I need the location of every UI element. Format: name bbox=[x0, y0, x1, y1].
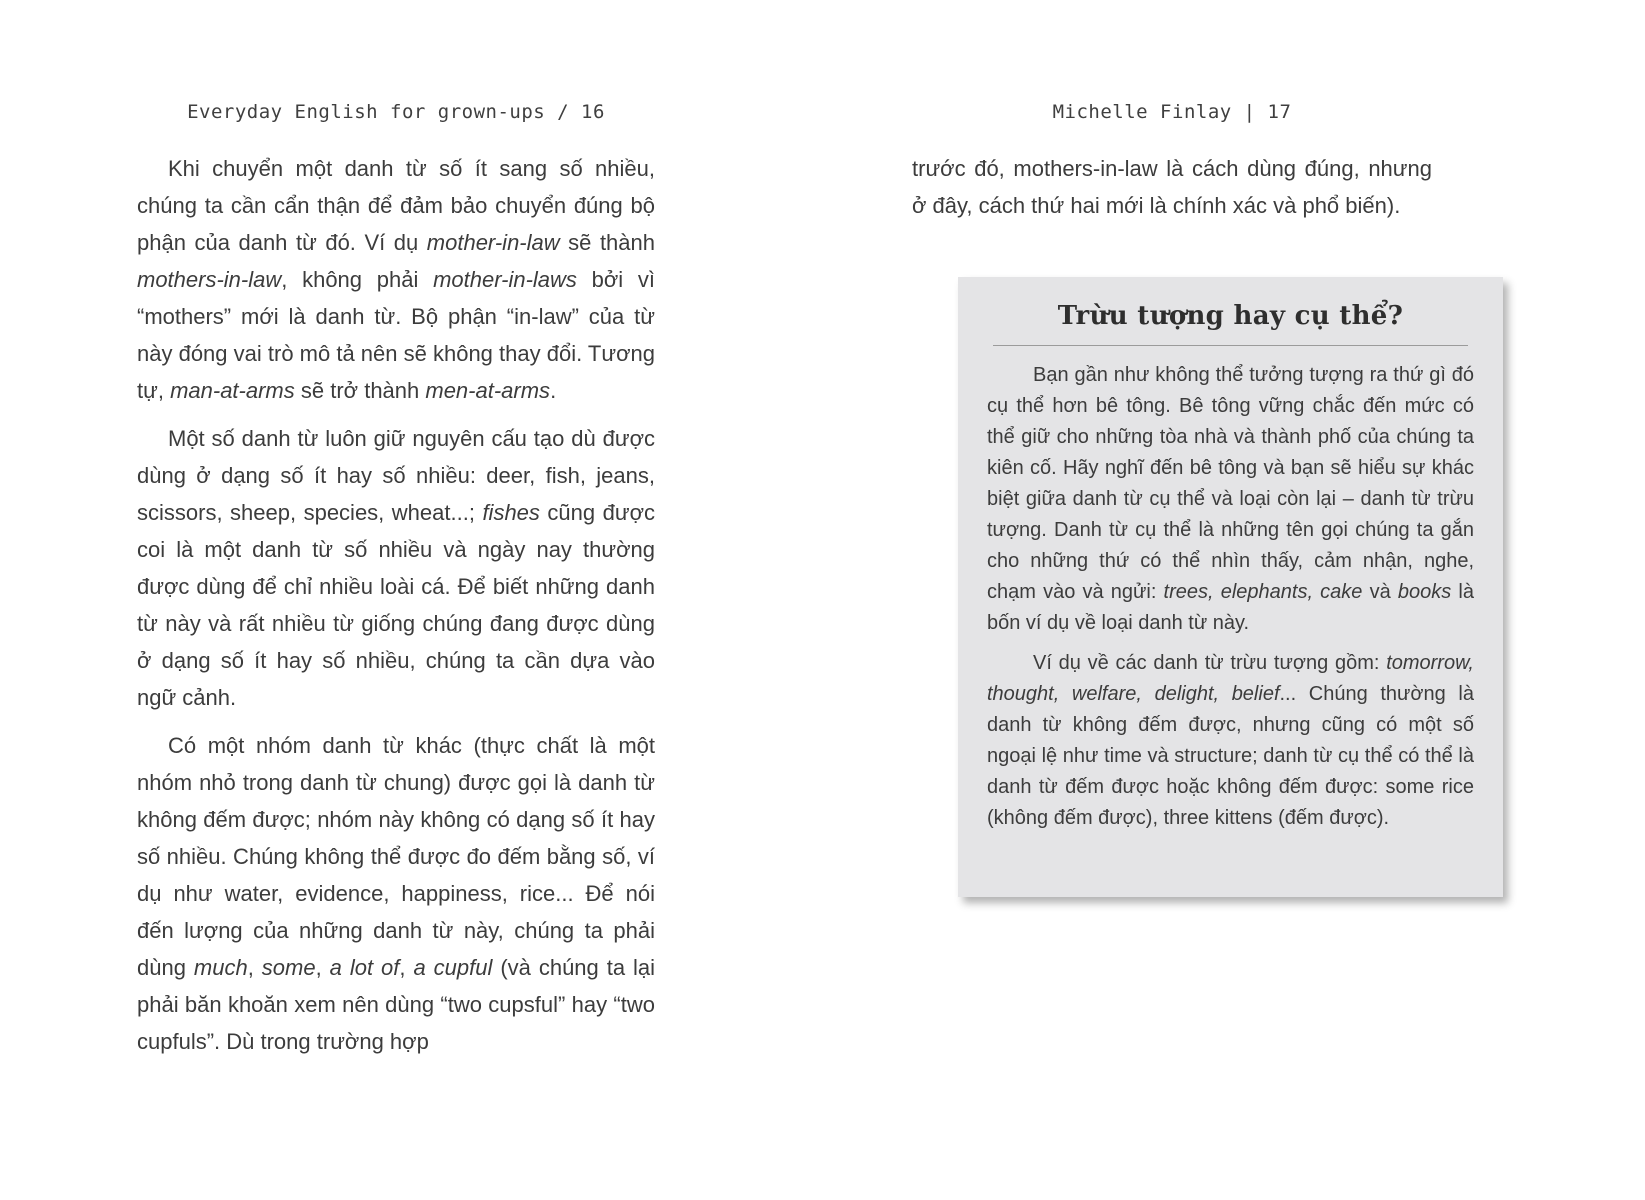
right-text-column bbox=[912, 150, 1432, 235]
callout-box bbox=[958, 277, 1503, 897]
text-segment: sẽ trở thành bbox=[294, 378, 426, 403]
text-segment: trước đó, mothers-in-law là cách dùng đúng, nhưng ở đây, cách thứ hai mới là chính xác và phổ biến). bbox=[912, 156, 1432, 218]
italic-text-segment: books bbox=[1397, 581, 1452, 603]
italic-text-segment: tomorrow, thought, welfare, delight, belief bbox=[987, 652, 1474, 705]
italic-text-segment: a lot of bbox=[329, 955, 400, 980]
italic-text-segment: fishes bbox=[482, 500, 540, 525]
right-intro-paragraph bbox=[912, 150, 1432, 224]
italic-text-segment: mothers-in-law bbox=[137, 267, 282, 292]
left-paragraph-3 bbox=[137, 727, 655, 1060]
running-header-right: Michelle Finlay | 17 bbox=[1052, 101, 1292, 123]
text-segment: Có một nhóm danh từ khác (thực chất là một nhóm nhỏ trong danh từ chung) được gọi là danh từ không đếm được; nhóm này không có dạng số ít hay số nhiều. Chúng không thể được đo đếm bằng số, ví dụ như water, evidence, happiness, rice... Để nói đến lượng của những danh từ này, chúng ta phải dùng bbox=[137, 733, 655, 980]
text-segment: và bbox=[1362, 581, 1398, 603]
callout-paragraph-1 bbox=[987, 360, 1474, 639]
text-segment: , bbox=[315, 955, 330, 980]
text-segment: sẽ thành bbox=[559, 230, 655, 255]
callout-paragraph-2 bbox=[987, 648, 1474, 834]
running-header-left: Everyday English for grown-ups / 16 bbox=[187, 101, 605, 123]
title-divider bbox=[993, 345, 1468, 346]
text-segment: cũng được coi là một danh từ số nhiều và ngày nay thường được dùng để chỉ nhiều loài cá. Để biết những danh từ này và rất nhiều từ giống chúng đang được dùng ở dạng số ít hay số nhiều, chúng ta cần dựa vào ngữ cảnh. bbox=[137, 500, 655, 710]
text-segment: Ví dụ về các danh từ trừu tượng gồm: bbox=[1033, 652, 1387, 674]
text-segment: là bốn ví dụ về loại danh từ này. bbox=[987, 581, 1474, 634]
text-segment: Bạn gần như không thể tưởng tượng ra thứ gì đó cụ thể hơn bê tông. Bê tông vững chắc đến mức có thể giữ cho những tòa nhà và thành phố của chúng ta kiên cố. Hãy nghĩ đến bê tông và bạn sẽ hiểu sự khác biệt giữa danh từ cụ thể và loại còn lại – danh từ trừu tượng. Danh từ cụ thể là những tên gọi chúng ta gắn cho những thứ có thể nhìn thấy, cảm nhận, nghe, chạm vào và ngửi: bbox=[987, 364, 1474, 603]
italic-text-segment: mother-in-laws bbox=[433, 267, 577, 292]
text-segment: , không phải bbox=[281, 267, 434, 292]
italic-text-segment: men-at-arms bbox=[425, 378, 551, 403]
text-segment: ... Chúng thường là danh từ không đếm được, nhưng cũng có một số ngoại lệ như time và structure; danh từ cụ thể có thể là danh từ đếm được hoặc không đếm được: some rice (không đếm được), three kittens (đếm được). bbox=[987, 683, 1474, 829]
left-paragraph-1 bbox=[137, 150, 655, 409]
italic-text-segment: man-at-arms bbox=[170, 378, 295, 403]
text-segment: (và chúng ta lại phải băn khoăn xem nên dùng “two cupsful” hay “two cupfuls”. Dù trong trường hợp bbox=[137, 955, 656, 1054]
text-segment: , bbox=[247, 955, 262, 980]
italic-text-segment: much bbox=[193, 955, 248, 980]
left-text-column bbox=[137, 150, 655, 1071]
text-segment: . bbox=[550, 378, 557, 403]
text-segment: , bbox=[399, 955, 414, 980]
italic-text-segment: a cupful bbox=[413, 955, 493, 980]
italic-text-segment: mother-in-law bbox=[426, 230, 560, 255]
text-segment: Một số danh từ luôn giữ nguyên cấu tạo dù được dùng ở dạng số ít hay số nhiều: deer, fish, jeans, scissors, sheep, species, wheat...; bbox=[137, 426, 655, 525]
italic-text-segment: some bbox=[261, 955, 316, 980]
italic-text-segment: trees, elephants, cake bbox=[1163, 581, 1363, 603]
text-segment: bởi vì “mothers” mới là danh từ. Bộ phận “in-law” của từ này đóng vai trò mô tả nên sẽ không thay đổi. Tương tự, bbox=[137, 267, 656, 403]
callout-box-title: Trừu tượng hay cụ thể? bbox=[1057, 301, 1404, 331]
text-segment: Khi chuyển một danh từ số ít sang số nhiều, chúng ta cần cẩn thận để đảm bảo chuyển đúng bộ phận của danh từ đó. Ví dụ bbox=[137, 156, 655, 255]
left-paragraph-2 bbox=[137, 420, 655, 716]
